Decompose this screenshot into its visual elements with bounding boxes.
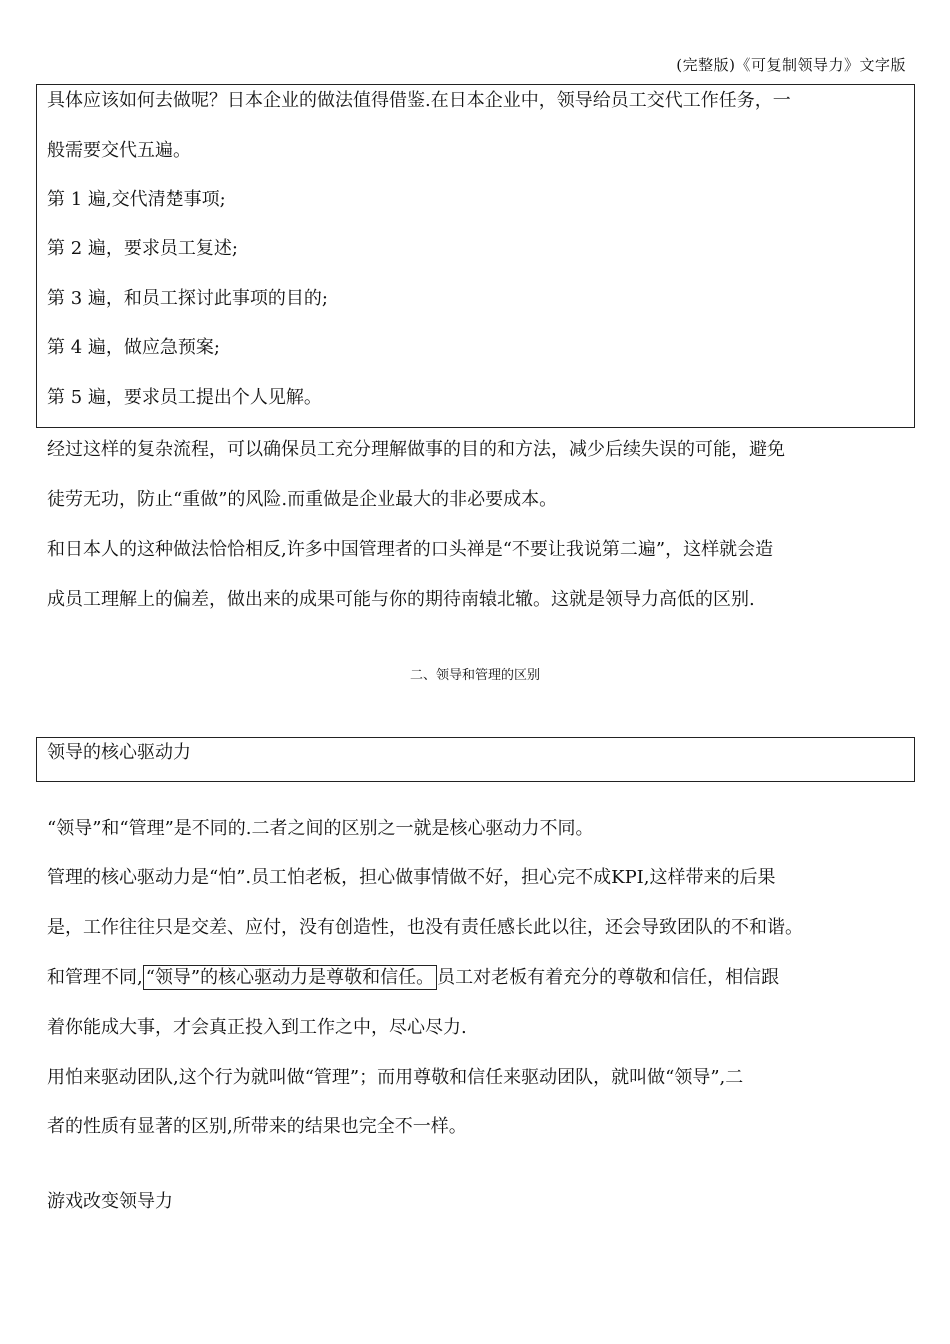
paragraph-line: 成员工理解上的偏差，做出来的成果可能与你的期待南辕北辙。这就是领导力高低的区别. <box>47 589 755 610</box>
page-header: (完整版)《可复制领导力》文字版 <box>676 56 906 74</box>
paragraph-line: “领导”和“管理”是不同的.二者之间的区别之一就是核心驱动力不同。 <box>47 818 594 839</box>
subheading: 领导的核心驱动力 <box>47 742 191 763</box>
paragraph-line: 管理的核心驱动力是“怕”.员工怕老板，担心做事情做不好，担心完不成KPI,这样带来的后果 <box>47 867 776 888</box>
boxed-phrase: “领导”的核心驱动力是尊敬和信任。 <box>143 965 437 990</box>
step-1: 第 1 遍,交代清楚事项; <box>47 189 226 210</box>
paragraph-line: 用怕来驱动团队,这个行为就叫做“管理”；而用尊敬和信任来驱动团队，就叫做“领导”,二 <box>47 1067 744 1088</box>
section-title: 二、领导和管理的区别 <box>409 668 540 683</box>
paragraph-line: 徒劳无功，防止“重做”的风险.而重做是企业最大的非必要成本。 <box>47 489 558 510</box>
step-2: 第 2 遍，要求员工复述; <box>47 238 238 259</box>
paragraph-line-with-box <box>47 965 779 991</box>
subheading-box <box>36 737 915 782</box>
paragraph-line: 着你能成大事，才会真正投入到工作之中，尽心尽力. <box>47 1017 467 1038</box>
paragraph-line: 是，工作往往只是交差、应付，没有创造性，也没有责任感长此以往，还会导致团队的不和谐。 <box>47 917 803 938</box>
paragraph-line: 者的性质有显著的区别,所带来的结果也完全不一样。 <box>47 1116 467 1137</box>
box-line-1: 具体应该如何去做呢？日本企业的做法值得借鉴.在日本企业中，领导给员工交代工作任务，一 <box>47 90 791 111</box>
step-5: 第 5 遍，要求员工提出个人见解。 <box>47 387 322 408</box>
step-3: 第 3 遍，和员工探讨此事项的目的; <box>47 288 328 309</box>
paragraph-line: 经过这样的复杂流程，可以确保员工充分理解做事的目的和方法，减少后续失误的可能，避免 <box>47 439 785 460</box>
step-4: 第 4 遍，做应急预案; <box>47 337 220 358</box>
line-prefix: 和管理不同, <box>47 967 143 988</box>
line-suffix: 员工对老板有着充分的尊敬和信任，相信跟 <box>437 967 780 988</box>
box-line-2: 般需要交代五遍。 <box>47 140 191 161</box>
footer-heading: 游戏改变领导力 <box>47 1191 173 1212</box>
paragraph-line: 和日本人的这种做法恰恰相反,许多中国管理者的口头禅是“不要让我说第二遍”，这样就会造 <box>47 539 774 560</box>
